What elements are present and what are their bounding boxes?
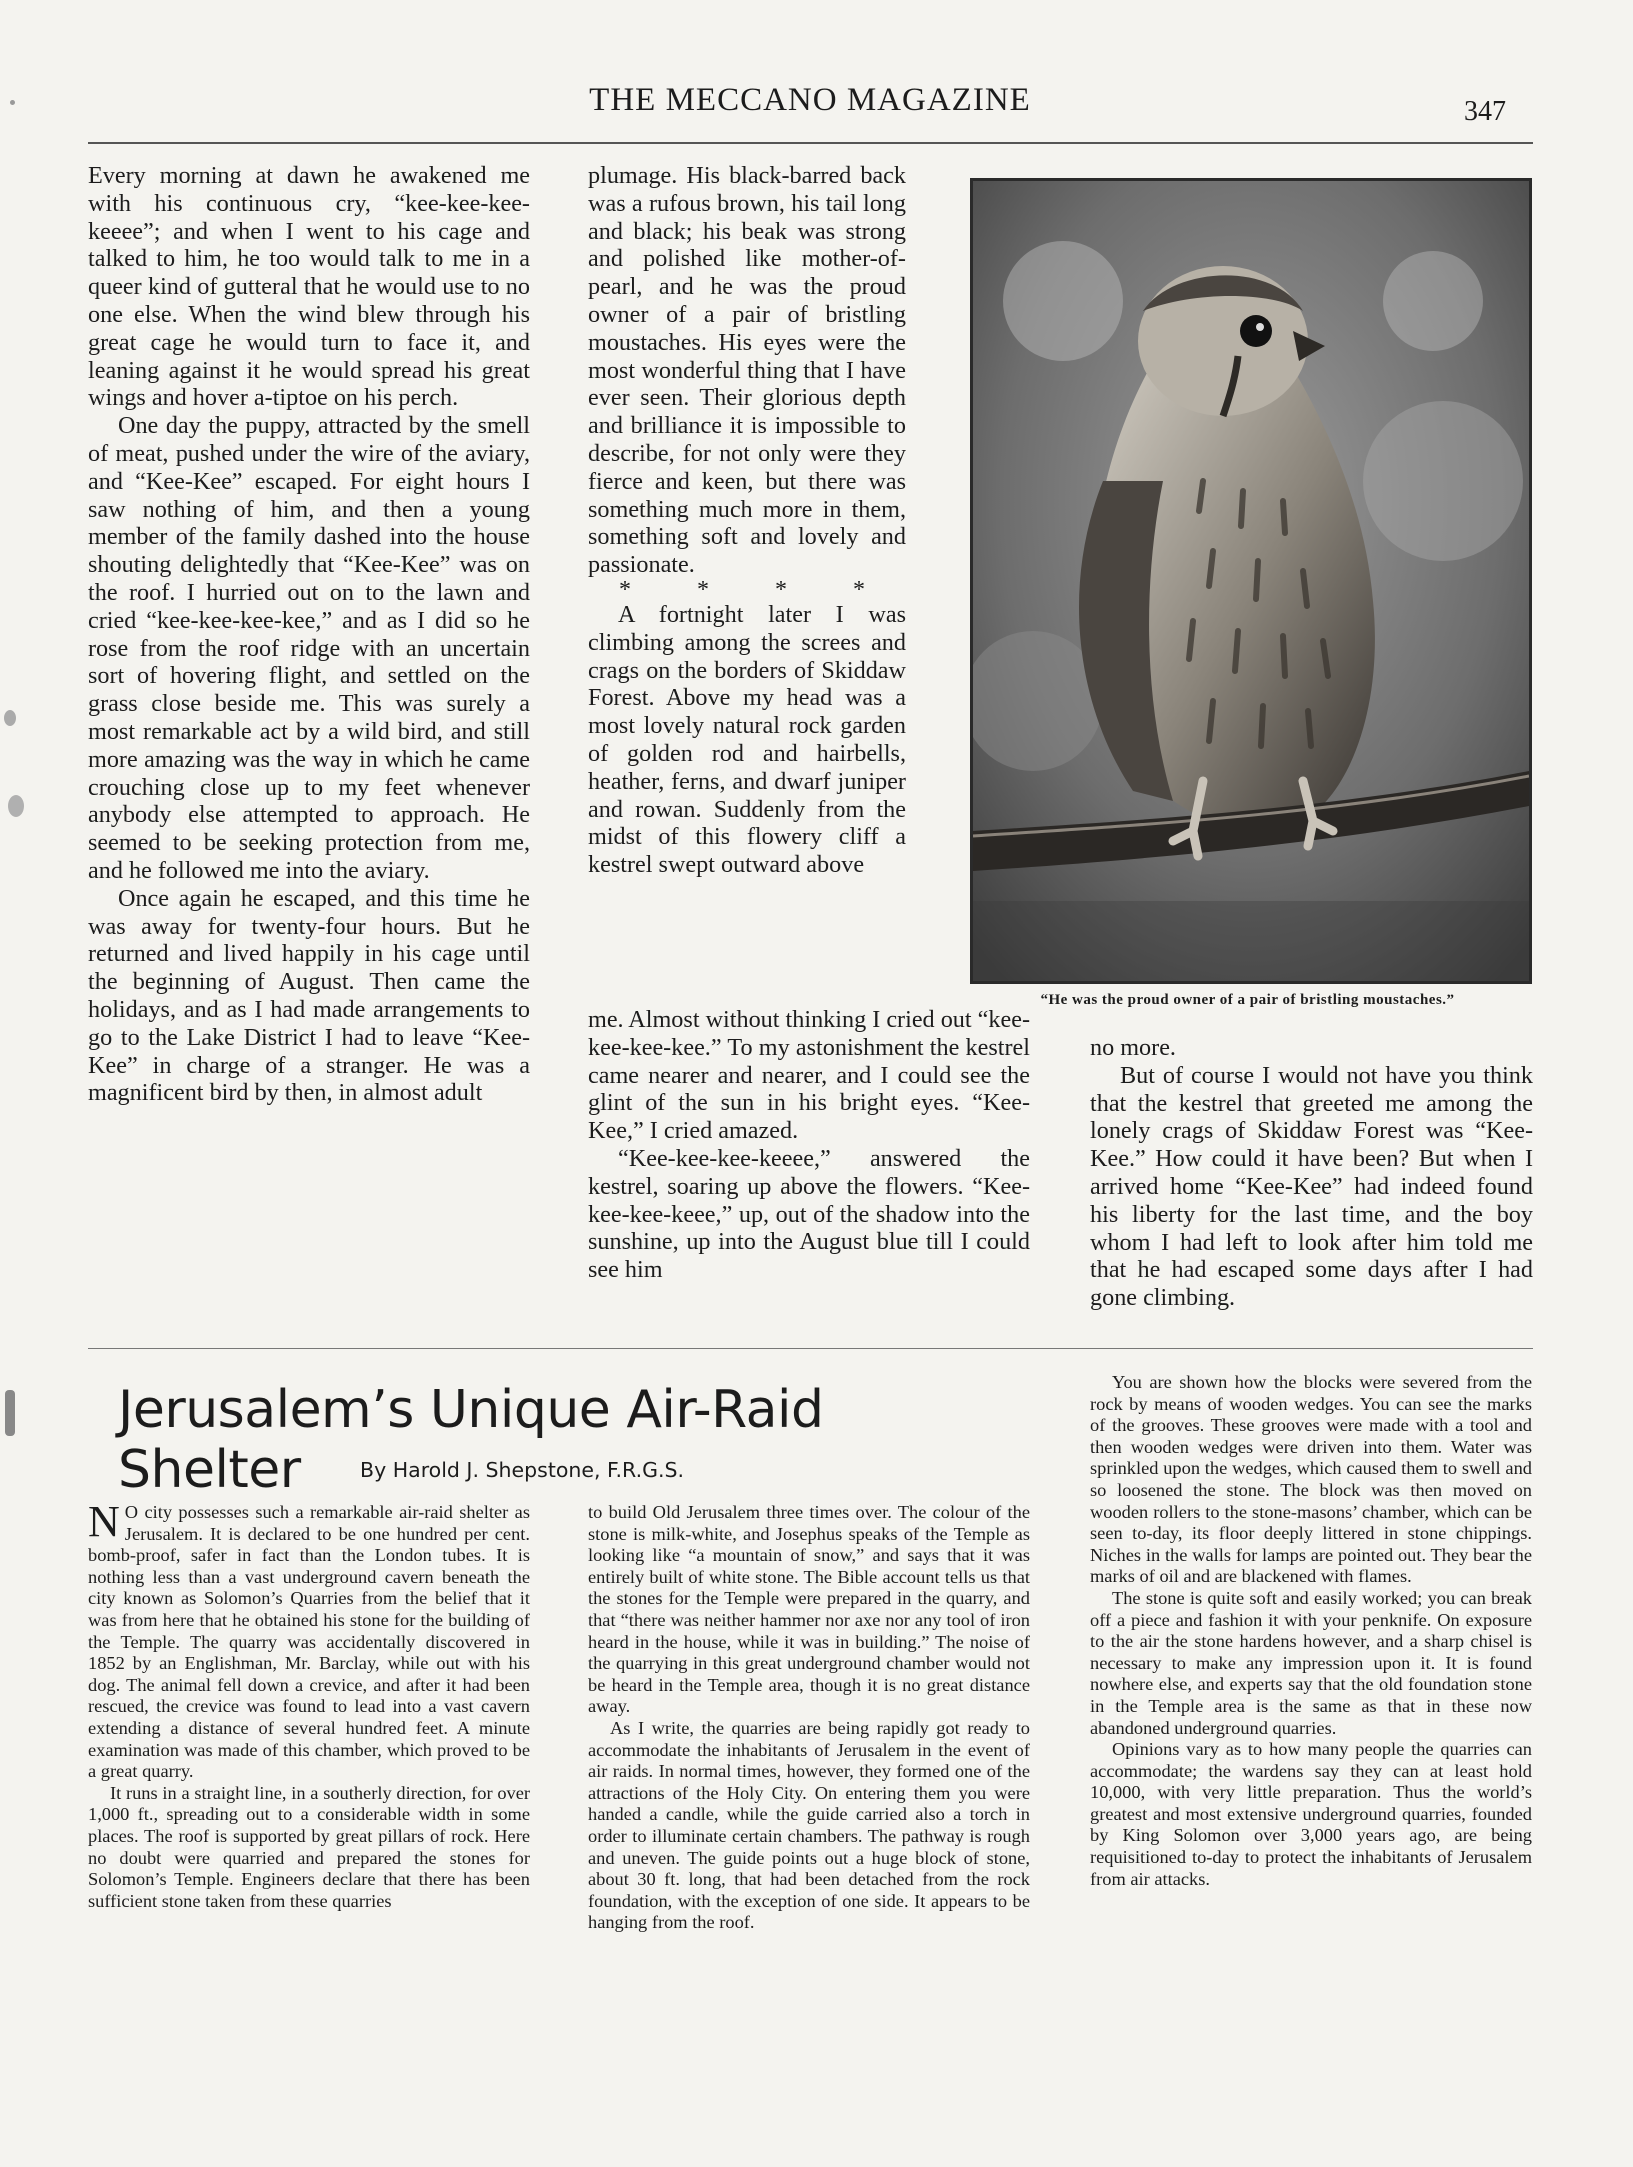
paragraph: As I write, the quarries are being rapidly got ready to accommodate the inhabitants of Jerusalem in the event of air raids. In normal times, however, they formed one of the attractions of the Holy City. On entering them you were handed a candle, while the guide carried also a torch in order to illuminate certain chambers. The pathway is rough and uneven. The guide points out a huge block of stone, about 30 ft. long, that had been detached from the rock foundation, with the exception of one side. It appears to be hanging from the roof.	[588, 1717, 1030, 1933]
paragraph: A fortnight later I was climbing among the screes and crags on the borders of Skiddaw Forest. Above my head was a most lovely natural rock garden of golden rod and hairbells, heather, ferns, and dwarf juniper and rowan. Suddenly from the midst of this flowery cliff a kestrel swept outward above	[588, 600, 906, 879]
kestrel-illustration	[973, 181, 1529, 981]
paragraph: One day the puppy, attracted by the smell of meat, pushed under the wire of the aviary, and “Kee-Kee” escaped. For eight hours I saw nothing of him, and then a young member of the family dashed into the house shouting delightedly that “Kee-Kee” was on the roof. I hurried out on to the lawn and cried “kee-kee-kee-kee,” and as I did so he rose from the roof ridge with an uncertain sort of hovering flight, and settled on the grass close beside me. This was surely a most remarkable act by a wild bird, and still more amazing was the way in which he came crouching close up to my feet whenever anybody else attempted to approach. He seemed to be seeking protection from me, and he followed me into the aviary.	[88, 412, 530, 884]
article-headline: Jerusalem’s Unique Air-Raid Shelter	[118, 1380, 824, 1500]
kestrel-column-2-continued	[588, 1006, 1030, 1284]
paragraph: But of course I would not have you think that the kestrel that greeted me among the lonely crags of Skiddaw Forest was “Kee-Kee.” How could it have been? But when I arrived home “Kee-Kee” had indeed found his liberty for the last time, and the boy whom I had left to look after him told me that he had escaped some days after I had gone climbing.	[1090, 1061, 1533, 1312]
paragraph-text: O city possesses such a remarkable air-raid shelter as Jerusalem. It is declared to be one hundred per cent. bomb-proof, safer in fact than the London tubes. It is nothing less than a vast underground cavern beneath the city known as Solomon’s Quarries from the belief that it was from here that he obtained his stone for the building of the Temple. The quarry was accidentally discovered in 1852 by an Englishman, Mr. Barclay, while out with his dog. The animal fell down a crevice, and after it had been rescued, the crevice was found to lead into a vast cavern extending a distance of several hundred feet. A minute examination was made of this chamber, which proved to be a great quarry.	[88, 1502, 530, 1782]
paragraph: Opinions vary as to how many people the quarries can accommodate; the wardens say they can at least hold 10,000, with very little preparation. Thus the world’s greatest and most extensive underground quarries, founded by King Solomon over 3,000 years ago, are being requisitioned to-day to protect the inhabitants of Jerusalem from air attacks.	[1090, 1739, 1532, 1889]
paragraph: The stone is quite soft and easily worked; you can break off a piece and fashion it with your penknife. On exposure to the air the stone hardens however, and a sharp chisel is necessary to make any impression upon it. It is found nowhere else, and experts say that the old foundation stone in the Temple area is the same as that in these now abandoned underground quarries.	[1090, 1587, 1532, 1738]
shelter-column-1	[88, 1497, 530, 1912]
paragraph: to build Old Jerusalem three times over. The colour of the stone is milk-white, and Josephus speaks of the Temple as looking like “a mountain of snow,” and says that it was entirely built of white stone. The Bible account tells us that the stones for the Temple were prepared in the quarry, and that “there was neither hammer nor axe nor any tool of iron heard in the house, while it was in building.” The noise of the quarrying in this great underground chamber would not be heard in the Temple area, though it is no great distance away.	[588, 1502, 1030, 1717]
scan-speck	[8, 795, 24, 817]
paragraph: “Kee-kee-kee-keeee,” answered the kestrel, soaring up above the flowers. “Kee-kee-kee-keee,” up, out of the shadow into the sunshine, up into the August blue till I could see him	[588, 1144, 1030, 1284]
scan-speck	[5, 1390, 15, 1436]
article-byline: By Harold J. Shepstone, F.R.G.S.	[360, 1458, 685, 1482]
scan-speck	[10, 100, 15, 105]
header-rule	[88, 142, 1533, 144]
paragraph: Every morning at dawn he awakened me with his continuous cry, “kee-kee-kee-keeee”; and when I went to his cage and talked to him, he too would talk to me in a queer kind of gutteral that he would use to no one else. When the wind blew through his great cage he would turn to face it, and leaning against it he would spread his great wings and hover a-tiptoe on his perch.	[88, 162, 530, 412]
paragraph: me. Almost without thinking I cried out “kee-kee-kee-kee.” To my astonishment the kestrel came nearer and nearer, and I could see the glint of the sun in his bright eyes. “Kee-Kee,” I cried amazed.	[588, 1006, 1031, 1145]
paragraph: You are shown how the blocks were severed from the rock by means of wooden wedges. You can see the marks of the grooves. These grooves were made with a tool and then wooden wedges were driven into them. Water was sprinkled upon the wedges, which caused them to swell and so loosened the stone. The block was then moved on wooden rollers to the stone-masons’ chamber, which can be seen to-day, its floor deeply littered in stone chippings. Niches in the walls for lamps are pointed out. They bear the marks of oil and are blackened with flames.	[1090, 1372, 1532, 1587]
paragraph: no more.	[1090, 1034, 1176, 1061]
article-divider	[88, 1348, 1533, 1349]
kestrel-column-1	[88, 162, 530, 1107]
shelter-column-2	[588, 1502, 1030, 1934]
magazine-title: THE MECCANO MAGAZINE	[589, 82, 1031, 118]
photo-caption: “He was the proud owner of a pair of bristling moustaches.”	[1040, 992, 1455, 1008]
paragraph: Once again he escaped, and this time he was away for twenty-four hours. But he returned and lived happily in his cage until the beginning of August. Then came the holidays, and as I had made arrangements to go to the Lake District I had to leave “Kee-Kee” in charge of a stranger. He was a magnificent bird by then, in almost adult	[88, 884, 530, 1107]
paragraph: It runs in a straight line, in a southerly direction, for over 1,000 ft., spreading out to a considerable width in some places. The roof is supported by great pillars of rock. Here no doubt were quarried and prepared the stones for Solomon’s Temple. Engineers declare that there has been sufficient stone taken from these quarries	[88, 1782, 530, 1911]
kestrel-photo	[970, 178, 1532, 984]
paragraph	[88, 1497, 530, 1783]
page-number: 347	[1464, 96, 1506, 127]
drop-cap: N	[88, 1497, 120, 1546]
shelter-column-3	[1090, 1372, 1532, 1890]
scan-speck	[4, 710, 16, 726]
paragraph: plumage. His black-barred back was a rufous brown, his tail long and black; his beak was strong and polished like mother-of-pearl, and he was the proud owner of a pair of bristling moustaches. His eyes were the most wonderful thing that I have ever seen. Their glorious depth and brilliance it is impossible to describe, for not only were they fierce and keen, but there was something much more in them, something soft and lovely and passionate.	[588, 162, 906, 579]
kestrel-column-2	[588, 162, 906, 879]
section-separator: * * * *	[619, 576, 895, 603]
kestrel-column-3	[1090, 1034, 1533, 1312]
